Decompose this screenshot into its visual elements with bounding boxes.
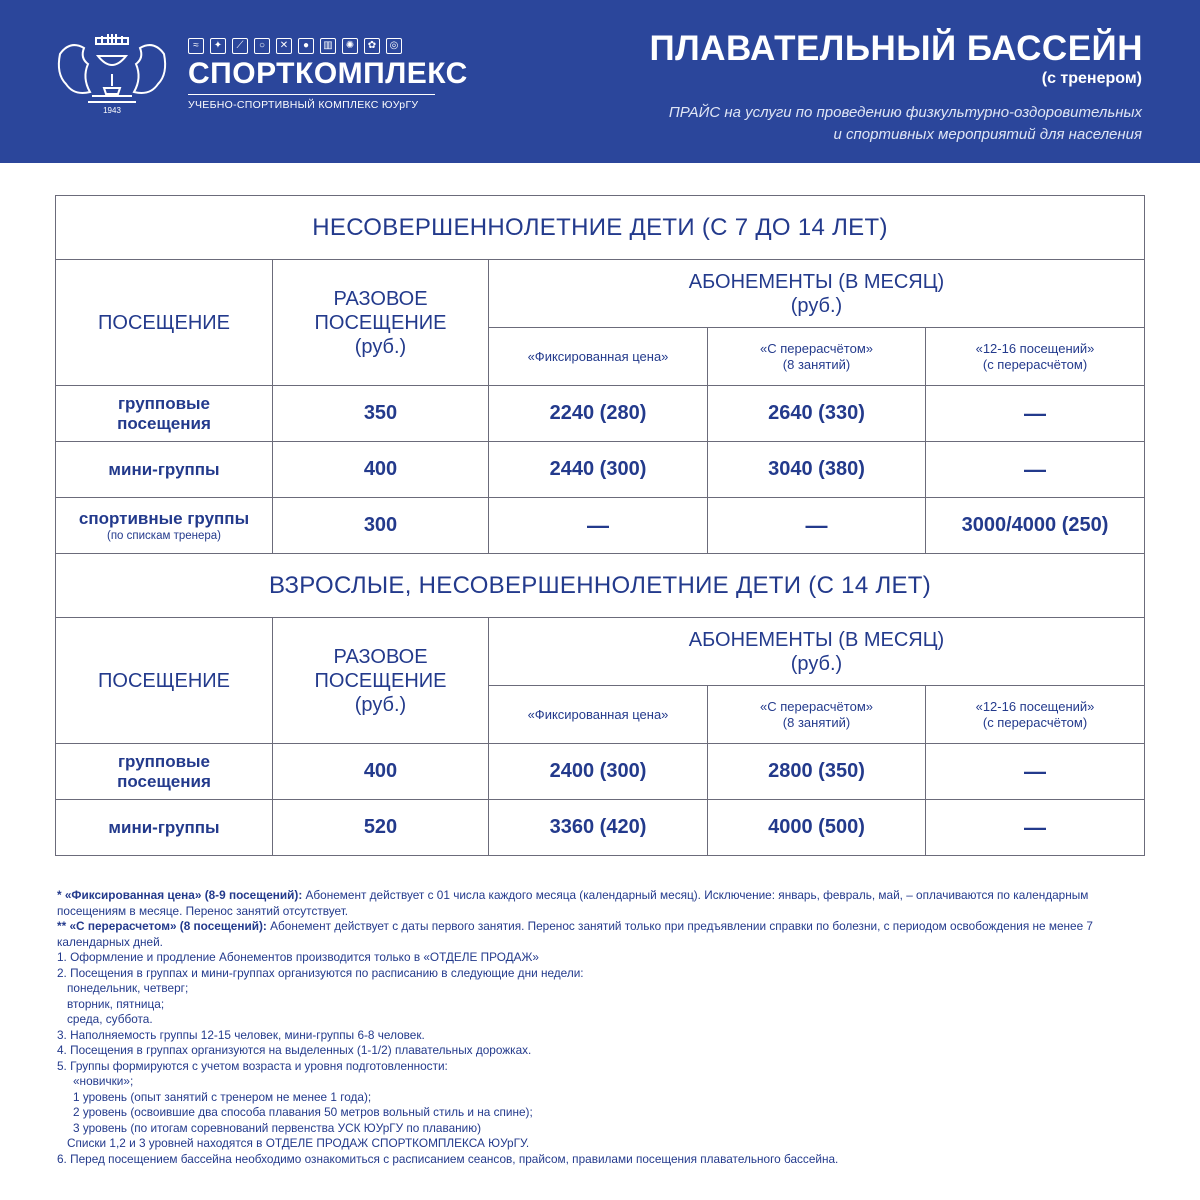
brand-subtitle: УЧЕБНО-СПОРТИВНЫЙ КОМПЛЕКС ЮУрГУ	[188, 94, 435, 111]
table-row	[56, 498, 1145, 554]
note-subitem: «новички»;	[73, 1074, 134, 1088]
wrestling-icon: ✕	[276, 38, 292, 54]
recalc-price: 3040 (380)	[708, 442, 926, 498]
col-single-header: РАЗОВОЕ ПОСЕЩЕНИЕ (руб.)	[273, 260, 489, 386]
fixed-price: 2400 (300)	[489, 744, 708, 800]
row-label: групповые посещения	[56, 386, 273, 442]
recalc-price: —	[708, 498, 926, 554]
price-table	[55, 195, 1145, 856]
note-subitem: 2 уровень (освоившие два способа плавания 50 метров вольный стиль и на спине);	[73, 1105, 533, 1119]
price-1216: —	[926, 442, 1145, 498]
table-row	[56, 442, 1145, 498]
fixed-price: 2240 (280)	[489, 386, 708, 442]
col-fixed-header: «Фиксированная цена»	[489, 686, 708, 744]
note-subitem: Списки 1,2 и 3 уровней находятся в ОТДЕЛЕ ПРОДАЖ СПОРТКОМПЛЕКСА ЮУрГУ.	[67, 1136, 530, 1150]
note-item: 2. Посещения в группах и мини-группах организуются по расписанию в следующие дни недели:	[57, 965, 584, 980]
swimming-icon: ≈	[188, 38, 204, 54]
row-label: мини-группы	[56, 800, 273, 856]
table-row	[56, 800, 1145, 856]
col-fixed-header: «Фиксированная цена»	[489, 328, 708, 386]
section-title: ВЗРОСЛЫЕ, НЕСОВЕРШЕННОЛЕТНИЕ ДЕТИ (С 14 ЛЕТ)	[56, 554, 1145, 618]
single-price: 350	[273, 386, 489, 442]
col-visit-header: ПОСЕЩЕНИЕ	[56, 260, 273, 386]
page-title: ПЛАВАТЕЛЬНЫЙ БАССЕЙН	[649, 29, 1143, 68]
row-label: мини-группы	[56, 442, 273, 498]
note-subitem: 3 уровень (по итогам соревнований первенства УСК ЮУрГУ по плаванию)	[73, 1120, 482, 1135]
university-emblem-icon	[52, 34, 172, 116]
table-row	[56, 386, 1145, 442]
note-item: 6. Перед посещением бассейна необходимо ознакомиться с расписанием сеансов, прайсом, правилами посещения плавательного бассейна.	[57, 1151, 839, 1166]
svg-text:1943: 1943	[103, 106, 121, 115]
row-label: групповые посещения	[56, 744, 273, 800]
col-single-header: РАЗОВОЕ ПОСЕЩЕНИЕ (руб.)	[273, 618, 489, 744]
recalc-price: 4000 (500)	[708, 800, 926, 856]
note-item: 4. Посещения в группах организуются на выделенных (1-1/2) плавательных дорожках.	[57, 1043, 532, 1057]
cycling-icon: ○	[254, 38, 270, 54]
brand-logo	[188, 38, 468, 111]
fixed-price: 3360 (420)	[489, 800, 708, 856]
footnotes	[57, 888, 1147, 1167]
column-header-row	[56, 618, 1145, 686]
section-title: НЕСОВЕРШЕННОЛЕТНИЕ ДЕТИ (С 7 ДО 14 ЛЕТ)	[56, 196, 1145, 260]
note-subitem: 1 уровень (опыт занятий с тренером не менее 1 года);	[73, 1089, 372, 1104]
col-visit-header: ПОСЕЩЕНИЕ	[56, 618, 273, 744]
col-subscriptions-header: АБОНЕМЕНТЫ (В МЕСЯЦ) (руб.)	[489, 618, 1145, 686]
skiing-icon: ⟋	[232, 38, 248, 54]
single-price: 520	[273, 800, 489, 856]
price-1216: 3000/4000 (250)	[926, 498, 1145, 554]
table-row	[56, 744, 1145, 800]
note-subitem: среда, суббота.	[67, 1012, 153, 1026]
column-header-row	[56, 260, 1145, 328]
header-banner	[0, 0, 1200, 163]
recalc-price: 2800 (350)	[708, 744, 926, 800]
price-1216: —	[926, 386, 1145, 442]
note-item: 1. Оформление и продление Абонементов производится только в «ОТДЕЛЕ ПРОДАЖ»	[57, 950, 539, 964]
footnote-recalc: ** «С перерасчетом» (8 посещений): Абонемент действует с даты первого занятия. Перенос занятий только при предъявлении справки по болезни, с периодом освобождения не менее 7 календарных дней.	[57, 919, 1093, 949]
price-1216: —	[926, 800, 1145, 856]
volleyball-icon: ●	[298, 38, 314, 54]
recalc-price: 2640 (330)	[708, 386, 926, 442]
row-label: спортивные группы (по спискам тренера)	[56, 498, 273, 554]
ball-icon: ◎	[386, 38, 402, 54]
note-item: 3. Наполняемость группы 12-15 человек, мини-группы 6-8 человек.	[57, 1027, 425, 1042]
running-icon: ✦	[210, 38, 226, 54]
gym-icon: ▥	[320, 38, 336, 54]
footnote-fixed: * «Фиксированная цена» (8-9 посещений): Абонемент действует с 01 числа каждого месяца (календарный месяц). Исключение: январь, февраль, май, – оплачиваются по календарным посещениям в месяце. Перенос занятий отсутствует.	[57, 888, 1089, 918]
flower-icon: ✿	[364, 38, 380, 54]
sport-icons-row	[188, 38, 468, 54]
col-subscriptions-header: АБОНЕМЕНТЫ (В МЕСЯЦ) (руб.)	[489, 260, 1145, 328]
section-header-row	[56, 554, 1145, 618]
col-1216-header: «12-16 посещений» (с перерасчётом)	[926, 328, 1145, 386]
single-price: 400	[273, 744, 489, 800]
col-recalc-header: «С перерасчётом» (8 занятий)	[708, 328, 926, 386]
sun-icon: ✺	[342, 38, 358, 54]
page-description	[582, 102, 1142, 146]
single-price: 300	[273, 498, 489, 554]
note-subitem: вторник, пятница;	[67, 996, 165, 1011]
price-1216: —	[926, 744, 1145, 800]
fixed-price: 2440 (300)	[489, 442, 708, 498]
col-1216-header: «12-16 посещений» (с перерасчётом)	[926, 686, 1145, 744]
single-price: 400	[273, 442, 489, 498]
description-line: ПРАЙС на услуги по проведению физкультурно-оздоровительных	[668, 104, 1142, 121]
note-item: 5. Группы формируются с учетом возраста и уровня подготовленности:	[57, 1058, 448, 1073]
section-header-row	[56, 196, 1145, 260]
page-subtitle: (с тренером)	[1041, 70, 1142, 87]
fixed-price: —	[489, 498, 708, 554]
note-subitem: понедельник, четверг;	[67, 981, 189, 995]
brand-name: СПОРТКОМПЛЕКС	[188, 57, 468, 90]
col-recalc-header: «С перерасчётом» (8 занятий)	[708, 686, 926, 744]
description-line: и спортивных мероприятий для населения	[833, 126, 1142, 143]
